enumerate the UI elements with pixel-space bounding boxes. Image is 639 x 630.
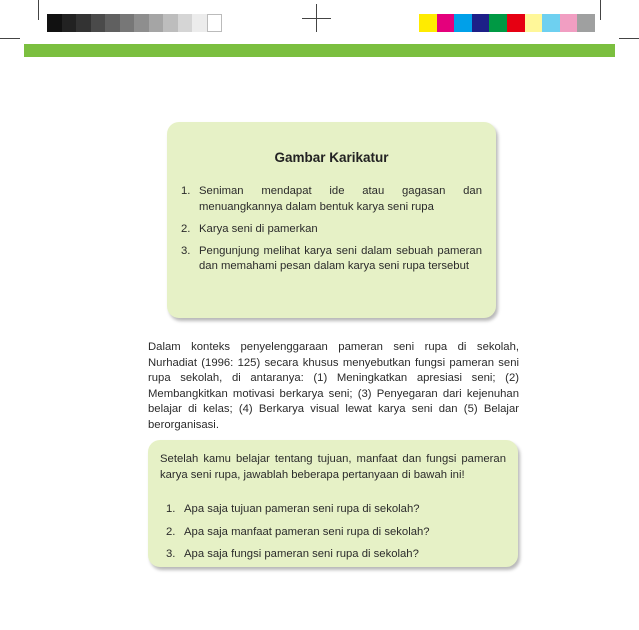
karikatur-steps-list xyxy=(181,184,482,281)
crop-mark xyxy=(38,0,39,20)
color-swatch xyxy=(489,14,507,32)
crop-mark xyxy=(600,0,601,20)
color-swatch xyxy=(62,14,77,32)
color-swatch xyxy=(105,14,120,32)
color-swatch xyxy=(419,14,437,32)
color-swatch xyxy=(149,14,164,32)
color-swatch xyxy=(192,14,207,32)
color-swatch xyxy=(542,14,560,32)
karikatur-info-box xyxy=(167,122,496,318)
list-item: 2. Karya seni di pamerkan xyxy=(181,222,318,235)
color-swatch xyxy=(577,14,595,32)
color-swatch xyxy=(454,14,472,32)
color-swatch xyxy=(472,14,490,32)
body-paragraph: Dalam konteks penyelenggaraan pameran seni rupa di sekolah, Nurhadiat (1996: 125) secara khusus menyebutkan fungsi pameran seni rupa sekolah, di antaranya: (1) Meningkatkan apresiasi seni; (2) Membangkitkan motivasi berkarya seni; (3) Penyegaran dari kejenuhan belajar di kelas; (4) Berkarya visual lewat karya seni dan (5) Belajar berorganisasi. xyxy=(148,341,519,431)
registration-mark xyxy=(302,18,331,19)
color-swatch xyxy=(507,14,525,32)
grayscale-swatch-bar xyxy=(47,14,221,32)
box-title: Gambar Karikatur xyxy=(274,150,389,165)
color-swatch xyxy=(91,14,106,32)
color-swatch xyxy=(178,14,193,32)
color-swatch xyxy=(47,14,62,32)
color-swatch xyxy=(120,14,135,32)
color-swatch xyxy=(437,14,455,32)
crop-mark xyxy=(0,38,20,39)
list-item: 1. Seniman mendapat ide atau gagasan dan menuangkannya dalam bentuk karya seni rupa xyxy=(181,185,482,213)
green-header-band xyxy=(24,44,615,57)
color-swatch xyxy=(560,14,578,32)
exercise-intro: Setelah kamu belajar tentang tujuan, manfaat dan fungsi pameran karya seni rupa, jawablah beberapa pertanyaan di bawah ini! xyxy=(160,453,506,481)
color-swatch xyxy=(76,14,91,32)
question-item: 1. Apa saja tujuan pameran seni rupa di sekolah? xyxy=(166,503,420,515)
color-swatch xyxy=(525,14,543,32)
question-item: 3. Apa saja fungsi pameran seni rupa di sekolah? xyxy=(166,548,419,560)
color-swatch-bar xyxy=(419,14,595,32)
exercise-box xyxy=(148,440,518,567)
crop-mark xyxy=(619,38,639,39)
color-swatch xyxy=(134,14,149,32)
list-item: 3. Pengunjung melihat karya seni dalam sebuah pameran dan memahami pesan dalam karya seni rupa tersebut xyxy=(181,244,482,272)
color-swatch xyxy=(163,14,178,32)
question-item: 2. Apa saja manfaat pameran seni rupa di sekolah? xyxy=(166,525,430,538)
color-swatch xyxy=(207,14,222,32)
question-list xyxy=(166,502,506,570)
